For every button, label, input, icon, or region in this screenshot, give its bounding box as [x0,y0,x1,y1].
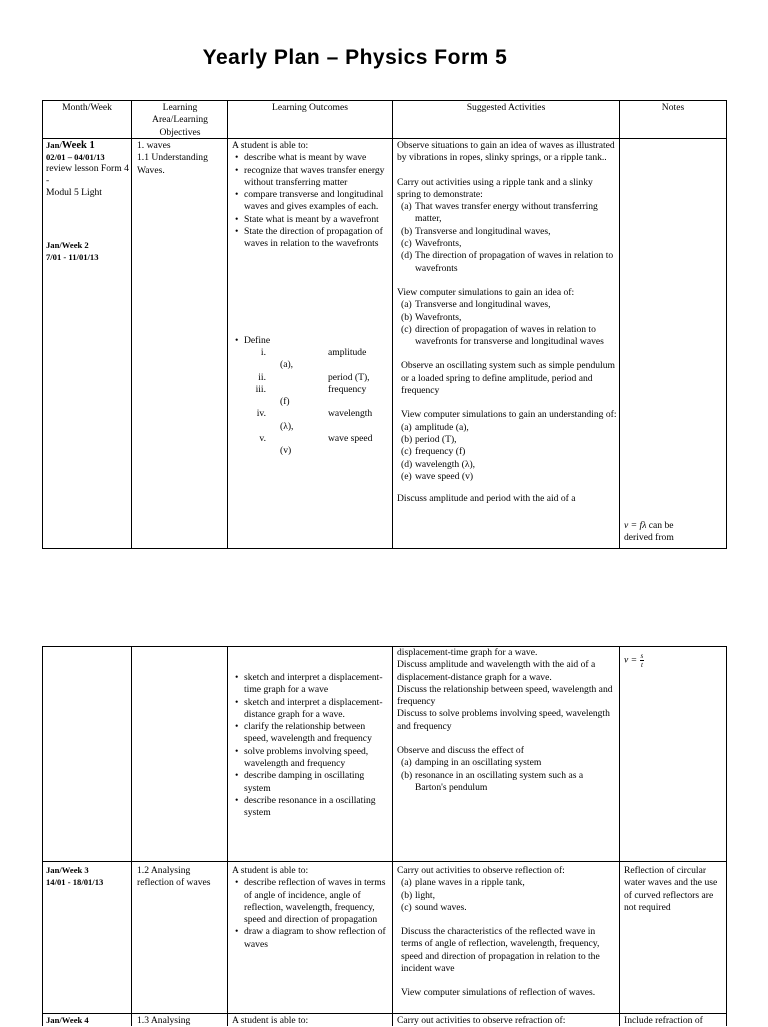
header-notes: Notes [661,102,685,113]
header-learning-area: Learning Area/Learning Objectives [152,102,208,138]
outcome-item: • describe resonance in a oscillating system [244,795,388,820]
activity-line: Discuss the relationship between speed, wavelength and frequency [397,683,613,708]
outcome-item: • recognize that waves transfer energy without transferring matter [244,165,388,190]
page-title: Yearly Plan – Physics Form 5 [202,46,508,69]
suggested-activities-cell-3: Carry out activities to observe reflection of: (a) plane waves in a ripple tank, (b) light, (c) sound waves. Discuss the characteristics of the reflected wave in terms of angle of reflection, wavelength, frequency, speed and direction of propagation in relation to the incident wave View computer simulations of reflection of waves. [397,865,617,1000]
week-3-cell: Jan/Week 3 14/01 - 18/01/13 [46,865,104,887]
learning-outcomes-cell-3: A student is able to: • describe reflection of waves in terms of angle of incidence, angle of reflection, wavelength, frequency, speed and direction of propagation • draw a diagram to show reflection of waves [232,865,388,951]
outcome-item: • draw a diagram to show reflection of waves [244,926,388,951]
learning-outcomes-cell-2 [232,672,388,820]
outcome-item: • sketch and interpret a displacement-distance graph for a wave. [244,697,388,722]
modul-5-light: Modul 5 Light [46,187,102,198]
define-symbol: (a), [280,359,294,371]
activity-item: (a) damping in an oscillating system [401,757,542,769]
activity-line: displacement-time graph for a wave. [397,647,538,658]
define-symbol: (v) [280,445,292,457]
week-2-cell: Jan/Week 2 7/01 - 11/01/13 [46,240,99,262]
activity-item: (a) plane waves in a ripple tank, [401,877,525,889]
outcome-item: • describe damping in oscillating system [244,770,388,795]
activity-item: (b) period (T), [401,433,457,445]
activity-item: (b) Transverse and longitudinal waves, [401,225,551,237]
suggested-activities-cell-4: Carry out activities to observe refraction of: [397,1015,566,1026]
plan-table-page-2 [42,646,727,1026]
outcome-item: • describe what is meant by wave [244,152,388,164]
learning-area-cell-3: 1.2 Analysing reflection of waves [137,865,211,889]
suggested-activities-cell-2: displacement-time graph for a wave. Discuss amplitude and wavelength with the aid of a displacement-distance graph for a wave. Discuss the relationship between speed, wavelength and frequency Discuss to solve problems involving speed, wavelength and frequency Observe and discuss the effect of (a) damping in an oscillating system (b) resonance in an oscillating system such as a Barton's pendulum [397,647,617,794]
header-learning-outcomes: Learning Outcomes [272,102,348,113]
learning-area-cell: 1. waves 1.1 Understanding Waves. [137,140,208,176]
activity-item: (c) frequency (f) [401,446,466,458]
activity-item: (a) amplitude (a), [401,421,469,433]
activity-line: Discuss to solve problems involving speed, wavelength and frequency [397,708,610,732]
activity-item: (c) Wavefronts, [401,238,462,250]
activity-item: (d) The direction of propagation of waves in relation to wavefronts [401,250,614,274]
activity-item: (c) sound waves. [401,901,467,913]
outcome-item: • State the direction of propagation of waves in relation to the wavefronts [244,226,388,251]
notes-cell-4: Include refraction of [624,1015,703,1026]
activity-item: (a) That waves transfer energy without transferring matter, [401,201,598,225]
plan-table-page-1 [42,100,727,549]
activity-item: (e) wave speed (v) [401,470,474,482]
activity-item: (c) direction of propagation of waves in relation to wavefronts for transverse and longitudinal waves [401,323,604,348]
define-label: • Define [244,335,388,347]
learning-outcomes-cell: A student is able to: • describe what is meant by wave • recognize that waves transfer energy without transferring matter • compare transverse and longitudinal waves and gives examples of each. • State what is meant by a wavefront • State the direction of propagation of waves in relation to the wavefronts • Define i. amplitude (a), ii. period (T), iii. frequency (f) iv. wavelength (λ), v. wave speed (v) [232,140,388,458]
activity-line: Discuss amplitude and wavelength with the aid of a displacement-distance graph for a wave. [397,659,596,683]
activity-item: (a) Transverse and longitudinal waves, [401,299,551,311]
notes-cell-1: v = fλ can be derived from [624,520,674,544]
define-symbol: (f) [280,396,290,408]
week-1-dates: 02/01 – 04/01/13 [46,151,105,162]
learning-outcomes-cell-4: A student is able to: [232,1015,309,1026]
notes-cell-2: v = $\frac{s}{t}$ [624,652,644,669]
outcome-item: • describe reflection of waves in terms of angle of incidence, angle of reflection, wavelength, frequency, speed and direction of propagation [244,877,388,926]
outcome-item: • clarify the relationship between speed, wavelength and frequency [244,721,388,746]
header-month-week: Month/Week [62,102,112,113]
formula-v-f-lambda: v = fλ [624,520,647,531]
activity-item: (b) Wavefronts, [401,311,462,323]
notes-cell-3: Reflection of circular water waves and the use of curved reflectors are not required [624,865,718,913]
define-item: i. amplitude [260,346,367,358]
learning-area-cell-4: 1.3 Analysing [137,1015,191,1026]
outcome-item: • compare transverse and longitudinal waves and gives examples of each. [244,189,388,214]
outcome-item: • State what is meant by a wavefront [244,214,388,226]
define-item: iv. wavelength [256,408,373,420]
week-4-cell: Jan/Week 4 [46,1015,89,1025]
week-1-cell: Jan/Week 1 02/01 – 04/01/13 review lesson Form 4 - Modul 5 Light [46,140,129,198]
review-lesson: review lesson Form 4 - [46,163,129,186]
outcome-item: • solve problems involving speed, wavelength and frequency [244,746,388,771]
header-suggested-activities: Suggested Activities [466,102,546,113]
activity-item: (b) light, [401,889,435,901]
define-item: iii. frequency [255,383,367,395]
define-item: ii. period (T), [258,371,370,383]
activity-item: (d) wavelength (λ), [401,458,476,470]
suggested-activities-cell: Observe situations to gain an idea of waves as illustrated by vibrations in ropes, slinky springs, or a ripple tank.. Carry out activities using a ripple tank and a slinky spring to demonstrate: (a) That waves transfer energy without transferring matter, (b) Transverse and longitudinal waves, (c) Wavefronts, (d) The direction of propagation of waves in relation to wavefronts View computer simulations to gain an idea of: (a) Transverse and longitudinal waves, (b) Wavefronts, (c) direction of propagation of waves in relation to wavefronts for transverse and longitudinal waves Observe an oscillating system such as simple pendulum or a loaded spring to define amplitude, period and frequency View computer simulations to gain an understanding of: (a) amplitude (a), (b) period (T), (c) frequency (f) (d) wavelength (λ), (e) wave speed (v) Discuss amplitude and period with the aid of a [397,140,617,505]
define-item: v. wave speed [259,433,373,445]
outcome-item: • sketch and interpret a displacement-time graph for a wave [244,672,388,697]
activity-item: (b) resonance in an oscillating system such as a Barton's pendulum [401,769,584,793]
formula-s-over-t: $\frac{s}{t}$ [640,652,644,669]
define-symbol: (λ), [280,420,294,432]
